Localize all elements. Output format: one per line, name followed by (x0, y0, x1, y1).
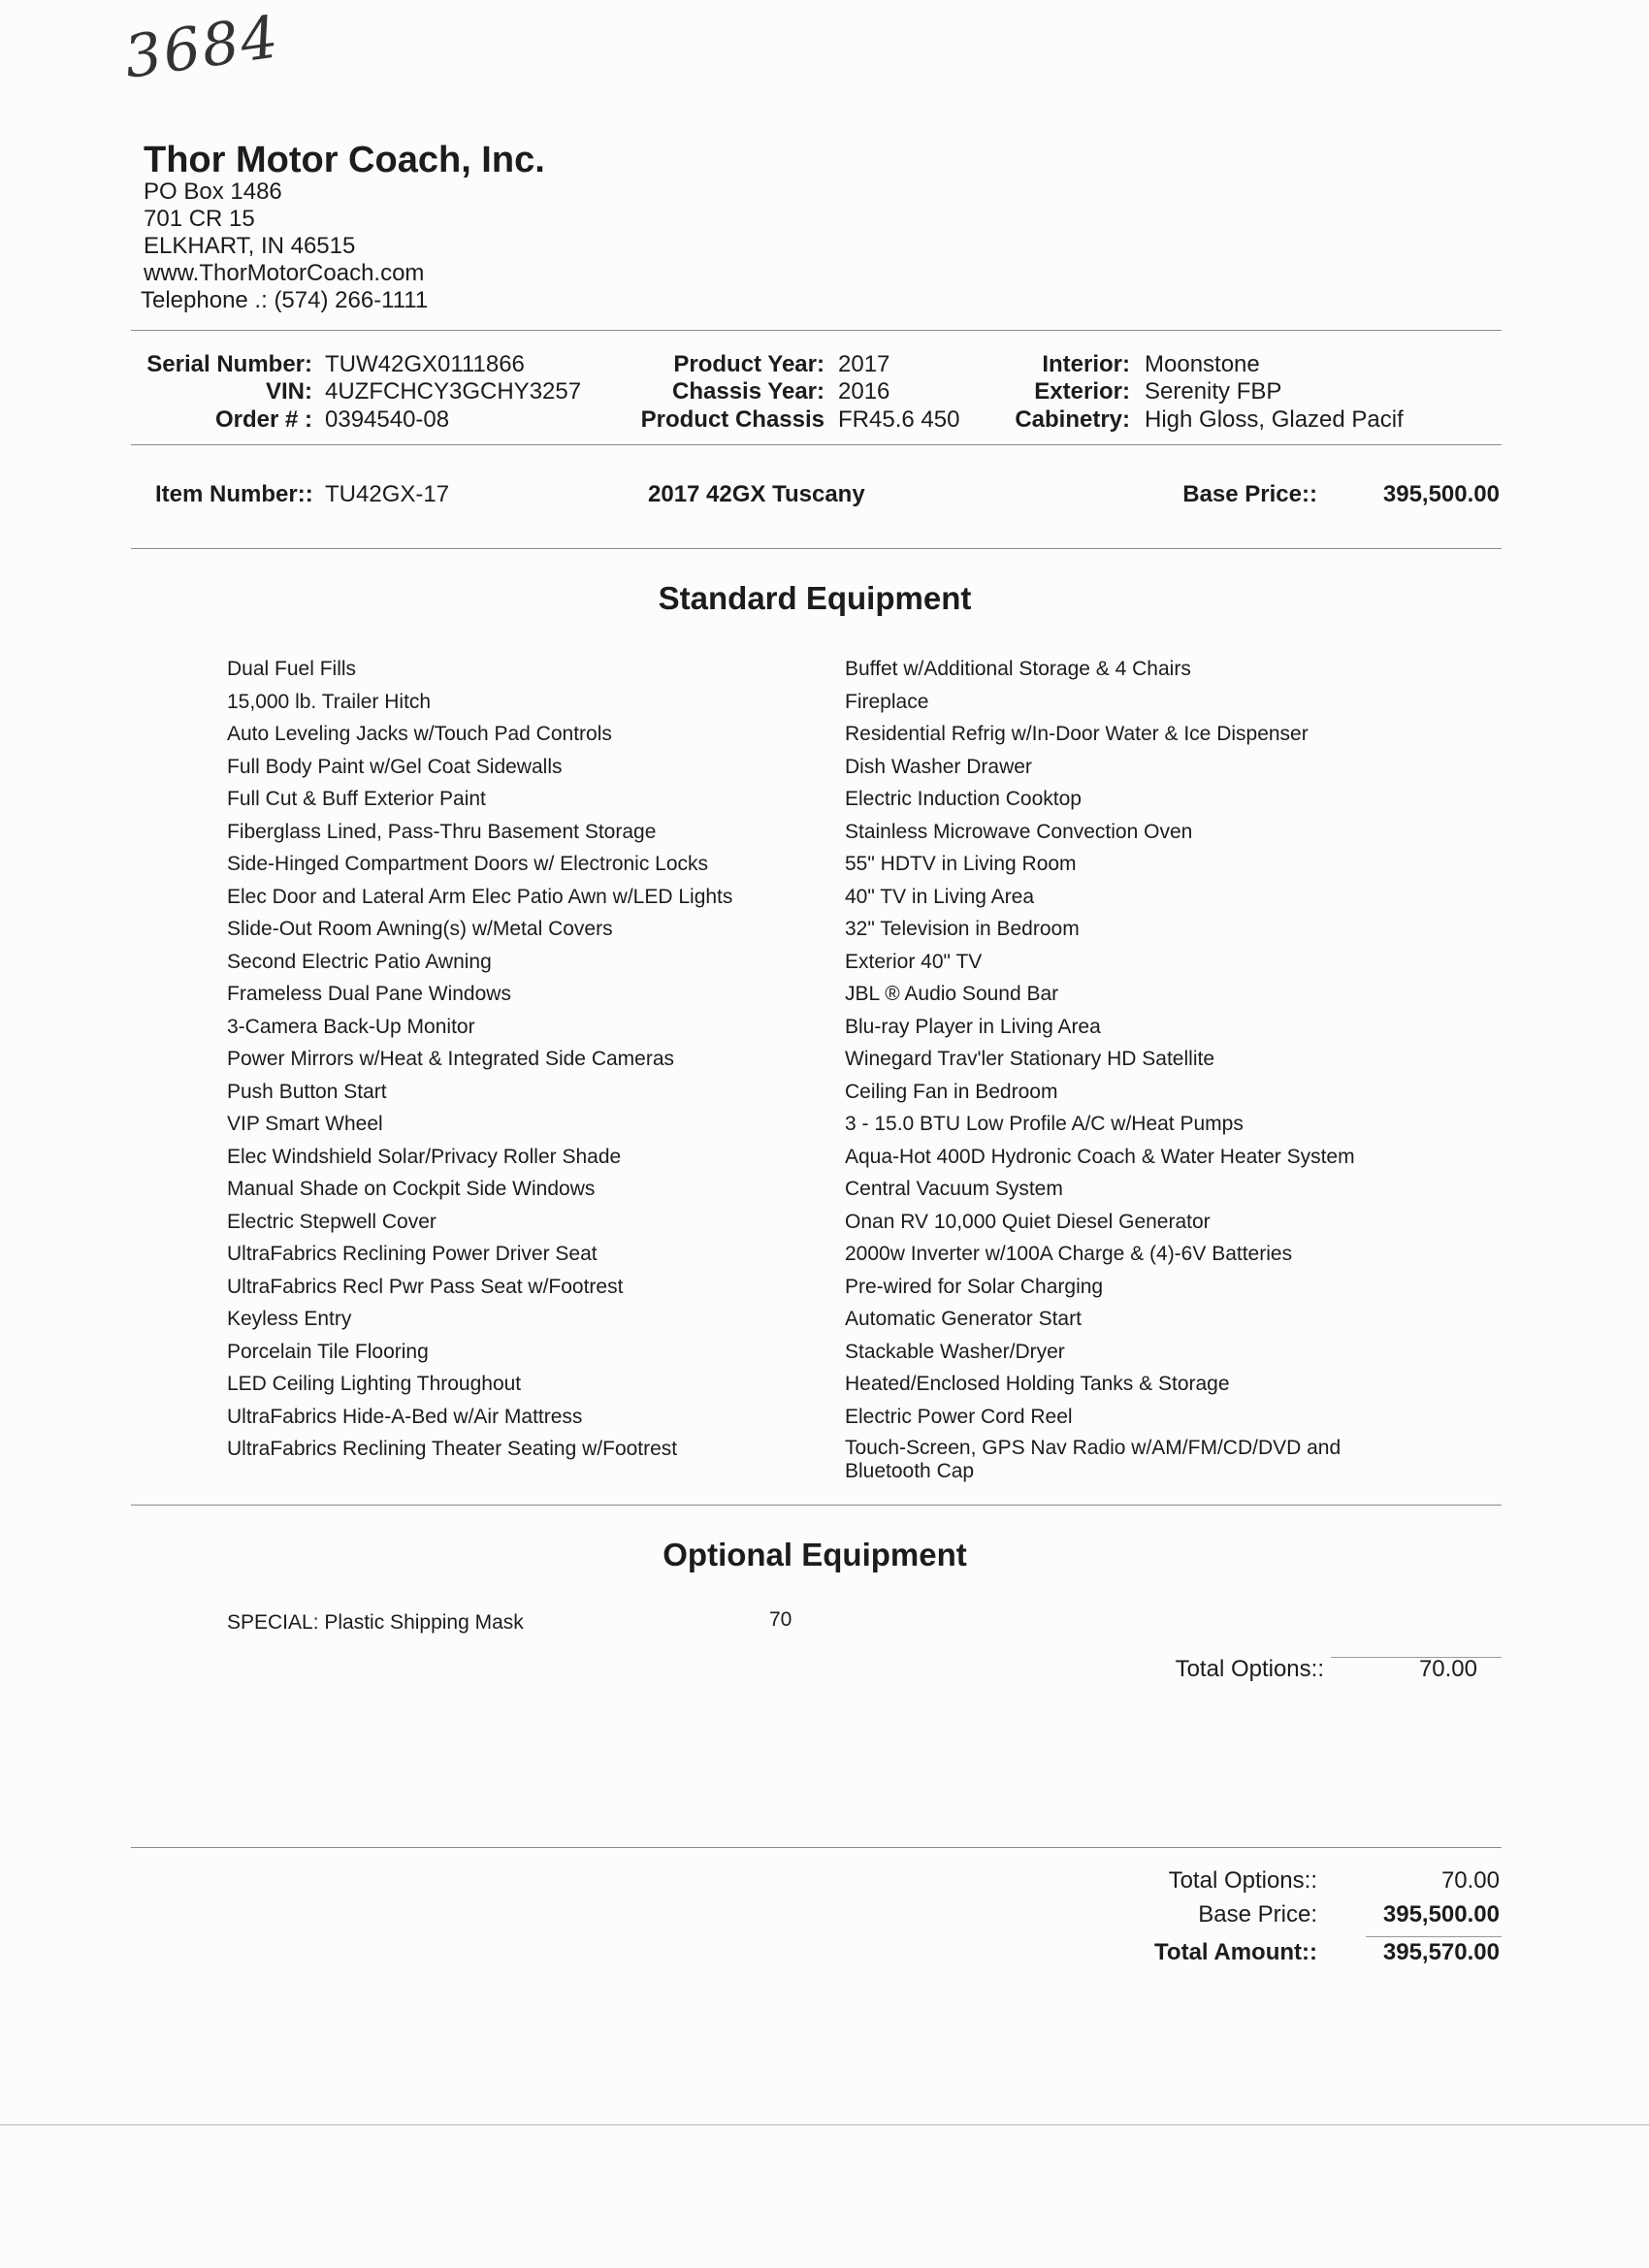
equipment-item: UltraFabrics Hide-A-Bed w/Air Mattress (227, 1405, 583, 1428)
cabinetry-value: High Gloss, Glazed Pacif (1145, 406, 1404, 433)
divider (131, 1505, 1502, 1506)
company-telephone: Telephone .: (574) 266-1111 (141, 287, 429, 313)
equipment-item: Automatic Generator Start (845, 1308, 1082, 1330)
base-price-value: 395,500.00 (1382, 481, 1500, 507)
equipment-item: Manual Shade on Cockpit Side Windows (227, 1178, 596, 1200)
equipment-item: Blu-ray Player in Living Area (845, 1015, 1101, 1038)
equipment-item: Second Electric Patio Awning (227, 950, 492, 973)
equipment-item: Pre-wired for Solar Charging (845, 1275, 1104, 1298)
equipment-item: VIP Smart Wheel (227, 1113, 383, 1135)
equipment-item: 3-Camera Back-Up Monitor (227, 1015, 475, 1038)
equipment-item: LED Ceiling Lighting Throughout (227, 1373, 522, 1395)
item-number-value: TU42GX-17 (325, 481, 450, 507)
options-total-value: 70.00 (1418, 1656, 1477, 1682)
equipment-item: Electric Stepwell Cover (227, 1210, 436, 1233)
cabinetry-label: Cabinetry: (1015, 406, 1130, 433)
equipment-item: Exterior 40" TV (845, 950, 983, 973)
optional-equipment-title: Optional Equipment (663, 1537, 967, 1572)
equipment-item: Winegard Trav'ler Stationary HD Satellite (845, 1048, 1214, 1070)
equipment-item: Dual Fuel Fills (227, 658, 357, 680)
interior-label: Interior: (1042, 351, 1130, 377)
equipment-item: Electric Power Cord Reel (845, 1405, 1073, 1428)
divider (131, 548, 1502, 549)
equipment-item: Heated/Enclosed Holding Tanks & Storage (845, 1373, 1230, 1395)
equipment-item: Keyless Entry (227, 1308, 352, 1330)
scan-edge (0, 2124, 1649, 2125)
equipment-item: Push Button Start (227, 1080, 387, 1103)
equipment-item: 15,000 lb. Trailer Hitch (227, 690, 432, 713)
serial-number-label: Serial Number: (146, 351, 312, 377)
equipment-item: Elec Door and Lateral Arm Elec Patio Awn w/LED Lights (227, 885, 733, 908)
product-year-label: Product Year: (673, 351, 824, 377)
equipment-item: Central Vacuum System (845, 1178, 1063, 1200)
equipment-item: Full Body Paint w/Gel Coat Sidewalls (227, 755, 563, 778)
equipment-item: Fiberglass Lined, Pass-Thru Basement Storage (227, 820, 657, 843)
equipment-item: Onan RV 10,000 Quiet Diesel Generator (845, 1210, 1211, 1233)
total-amount-value: 395,570.00 (1382, 1939, 1500, 1965)
equipment-item: Ceiling Fan in Bedroom (845, 1080, 1058, 1103)
handwritten-note: 3684 (119, 3, 284, 92)
summary-base-price-label: Base Price: (1198, 1901, 1317, 1928)
model-name: 2017 42GX Tuscany (648, 481, 865, 507)
serial-number-value: TUW42GX0111866 (325, 351, 525, 377)
equipment-item: Auto Leveling Jacks w/Touch Pad Controls (227, 723, 612, 745)
equipment-item: 3 - 15.0 BTU Low Profile A/C w/Heat Pumps (845, 1113, 1244, 1135)
divider (131, 330, 1502, 331)
equipment-item: Stackable Washer/Dryer (845, 1340, 1065, 1363)
company-name: Thor Motor Coach, Inc. (144, 140, 545, 180)
vin-label: VIN: (266, 378, 312, 405)
order-number-label: Order # : (214, 406, 312, 433)
product-chassis-label: Product Chassis (640, 406, 824, 433)
equipment-item: Fireplace (845, 690, 929, 713)
product-chassis-value: FR45.6 450 (838, 406, 960, 433)
standard-equipment-right-list (845, 653, 1388, 1483)
equipment-item: UltraFabrics Reclining Theater Seating w/Footrest (227, 1438, 678, 1460)
equipment-item: Power Mirrors w/Heat & Integrated Side Cameras (227, 1048, 675, 1070)
equipment-item: Aqua-Hot 400D Hydronic Coach & Water Heater System (845, 1145, 1355, 1168)
optional-item-price: 70 (769, 1608, 792, 1631)
interior-value: Moonstone (1145, 351, 1260, 377)
total-amount-label: Total Amount:: (1154, 1939, 1317, 1965)
product-year-value: 2017 (838, 351, 890, 377)
standard-equipment-left-list (227, 653, 732, 1466)
equipment-item: Elec Windshield Solar/Privacy Roller Shade (227, 1145, 622, 1168)
exterior-label: Exterior: (1034, 378, 1130, 405)
vin-value: 4UZFCHCY3GCHY3257 (325, 378, 582, 405)
order-number-value: 0394540-08 (325, 406, 450, 433)
divider (131, 1847, 1502, 1848)
item-number-label: Item Number:: (155, 481, 313, 507)
base-price-label: Base Price:: (1182, 481, 1317, 507)
options-total-label: Total Options:: (1175, 1656, 1324, 1682)
chassis-year-label: Chassis Year: (672, 378, 824, 405)
total-line (1366, 1936, 1502, 1937)
equipment-item: Buffet w/Additional Storage & 4 Chairs (845, 658, 1191, 680)
summary-base-price-value: 395,500.00 (1382, 1901, 1500, 1928)
equipment-item: UltraFabrics Recl Pwr Pass Seat w/Footrest (227, 1275, 624, 1298)
equipment-item: Stainless Microwave Convection Oven (845, 820, 1193, 843)
equipment-item: 32" Television in Bedroom (845, 918, 1080, 940)
summary-total-options-label: Total Options:: (1168, 1867, 1317, 1894)
standard-equipment-title: Standard Equipment (658, 580, 972, 616)
exterior-value: Serenity FBP (1145, 378, 1282, 405)
address-line-3: ELKHART, IN 46515 (144, 233, 356, 259)
equipment-item: JBL ® Audio Sound Bar (845, 983, 1059, 1005)
company-website: www.ThorMotorCoach.com (144, 260, 425, 286)
equipment-item: Frameless Dual Pane Windows (227, 983, 511, 1005)
equipment-item: Full Cut & Buff Exterior Paint (227, 788, 486, 810)
equipment-item: 55" HDTV in Living Room (845, 853, 1077, 875)
summary-total-options-value: 70.00 (1440, 1867, 1500, 1894)
equipment-item: Slide-Out Room Awning(s) w/Metal Covers (227, 918, 613, 940)
equipment-item: Electric Induction Cooktop (845, 788, 1082, 810)
equipment-item: UltraFabrics Reclining Power Driver Seat (227, 1243, 598, 1265)
equipment-item: Side-Hinged Compartment Doors w/ Electronic Locks (227, 853, 709, 875)
equipment-item: 40" TV in Living Area (845, 885, 1035, 908)
equipment-item: Porcelain Tile Flooring (227, 1340, 429, 1363)
address-line-2: 701 CR 15 (144, 206, 255, 232)
address-line-1: PO Box 1486 (144, 178, 282, 205)
equipment-item: Dish Washer Drawer (845, 755, 1032, 778)
equipment-item: Touch-Screen, GPS Nav Radio w/AM/FM/CD/DVD and Bluetooth Cap (845, 1437, 1342, 1482)
optional-item-label: SPECIAL: Plastic Shipping Mask (227, 1611, 524, 1634)
divider (131, 444, 1502, 445)
equipment-item: Residential Refrig w/In-Door Water & Ice Dispenser (845, 723, 1309, 745)
equipment-item: 2000w Inverter w/100A Charge & (4)-6V Batteries (845, 1243, 1293, 1265)
chassis-year-value: 2016 (838, 378, 890, 405)
